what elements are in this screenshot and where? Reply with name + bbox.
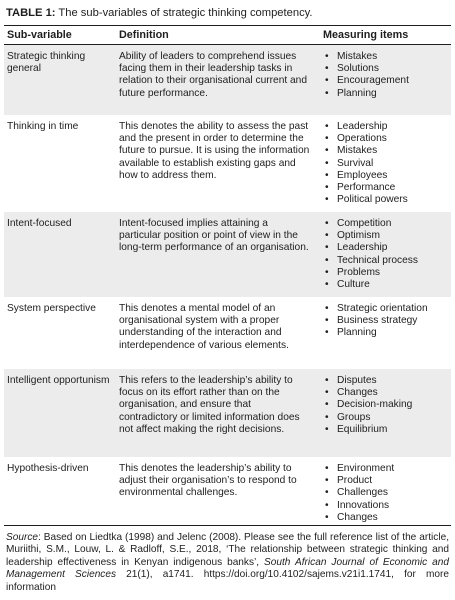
measuring-items-cell <box>323 303 451 340</box>
measuring-item-label: Product <box>337 475 373 487</box>
subvariable-cell: Strategic thinking general <box>7 51 86 75</box>
measuring-item-label: Groups <box>337 411 371 423</box>
measuring-item-label: Disputes <box>337 375 377 386</box>
measuring-item-label: Business strategy <box>337 315 418 327</box>
header-definition: Definition <box>119 29 169 41</box>
measuring-item-label: Operations <box>337 133 387 145</box>
measuring-item-label: Optimism <box>337 230 381 242</box>
list-item <box>323 512 451 524</box>
bullet-icon: • <box>325 182 329 194</box>
table-row <box>4 212 451 297</box>
bullet-icon: • <box>325 387 329 399</box>
bullet-icon: • <box>325 242 329 254</box>
bullet-icon: • <box>325 375 329 386</box>
measuring-items-list <box>323 121 451 206</box>
bullet-icon: • <box>325 51 329 62</box>
bullet-icon: • <box>325 411 329 423</box>
measuring-item-label: Leadership <box>337 242 388 254</box>
definition-cell: This denotes the ability to assess the past and the present in order to determine the future to pursue. It is using the information available to establish existing gaps and how to address them. <box>119 121 310 181</box>
definition-cell: Ability of leaders to comprehend issues facing them in their leadership tasks in relation to their organisational current and future performance. <box>119 51 308 99</box>
measuring-item-label: Technical process <box>337 254 418 266</box>
measuring-item-label: Political powers <box>337 194 408 206</box>
list-item <box>323 424 451 436</box>
measuring-item-label: Mistakes <box>337 51 378 62</box>
list-item <box>323 487 451 499</box>
subvariable-cell: Thinking in time <box>7 121 79 132</box>
bullet-icon: • <box>325 327 329 339</box>
bullet-icon: • <box>325 194 329 206</box>
bullet-icon: • <box>325 75 329 87</box>
bullet-icon: • <box>325 463 329 474</box>
bullet-icon: • <box>325 145 329 157</box>
measuring-items-list <box>323 218 451 291</box>
bullet-icon: • <box>325 399 329 411</box>
bullet-icon: • <box>325 423 329 435</box>
table-title <box>6 7 313 20</box>
source-journal: South African Journal of Economic and Management Sciences <box>6 556 450 581</box>
bullet-icon: • <box>325 254 329 266</box>
list-item <box>323 182 451 194</box>
table-source-note <box>6 532 449 594</box>
subvariable-cell: Hypothesis-driven <box>7 463 89 474</box>
measuring-items-list <box>323 375 451 436</box>
bullet-icon: • <box>325 303 329 314</box>
measuring-items-list <box>323 463 451 524</box>
measuring-item-label: Competition <box>337 218 392 229</box>
list-item <box>323 303 451 315</box>
list-item <box>323 375 451 387</box>
measuring-item-label: Performance <box>337 182 396 194</box>
measuring-item-label: Environment <box>337 463 395 474</box>
table-label: TABLE 1: <box>6 7 56 19</box>
list-item <box>323 242 451 254</box>
bullet-icon: • <box>325 266 329 278</box>
measuring-item-label: Equilibrium <box>337 423 388 435</box>
table-row <box>4 45 451 115</box>
definition-cell: Intent-focused implies attaining a particular position or point of view in the long-term performance of an organisation. <box>119 218 309 254</box>
definition-cell: This denotes the leadership’s ability to adjust their organisation’s to respond to environmental challenges. <box>119 463 297 499</box>
measuring-item-label: Leadership <box>337 121 388 132</box>
bullet-icon: • <box>325 315 329 327</box>
definition-cell: This denotes a mental model of an organisational system with a proper understanding of the interaction and interdependence of various elements. <box>119 303 289 351</box>
bullet-icon: • <box>325 63 329 75</box>
source-label: Source <box>6 532 38 543</box>
bullet-icon: • <box>325 511 329 523</box>
list-item <box>323 218 451 230</box>
bullet-icon: • <box>325 169 329 181</box>
measuring-item-label: Culture <box>337 279 370 291</box>
measuring-items-list <box>323 303 451 340</box>
measuring-item-label: Solutions <box>337 63 379 75</box>
measuring-item-label: Innovations <box>337 499 390 511</box>
bullet-icon: • <box>325 121 329 132</box>
measuring-item-label: Employees <box>337 169 388 181</box>
list-item <box>323 194 451 206</box>
measuring-items-cell <box>323 463 451 524</box>
top-rule <box>4 25 451 26</box>
list-item <box>323 145 451 157</box>
measuring-item-label: Survival <box>337 157 374 169</box>
list-item <box>323 327 451 339</box>
list-item <box>323 88 451 100</box>
list-item <box>323 463 451 475</box>
bullet-icon: • <box>325 157 329 169</box>
table-row <box>4 457 451 525</box>
bullet-icon: • <box>325 475 329 487</box>
bullet-icon: • <box>325 218 329 229</box>
list-item <box>323 267 451 279</box>
list-item <box>323 121 451 133</box>
measuring-item-label: Strategic orientation <box>337 303 428 314</box>
list-item <box>323 500 451 512</box>
bullet-icon: • <box>325 279 329 291</box>
table-caption: The sub-variables of strategic thinking competency. <box>58 7 313 19</box>
measuring-item-label: Decision-making <box>337 399 413 411</box>
list-item <box>323 255 451 267</box>
list-item <box>323 475 451 487</box>
list-item <box>323 51 451 63</box>
subvariable-cell: Intelligent opportunism <box>7 375 110 386</box>
list-item <box>323 412 451 424</box>
bullet-icon: • <box>325 133 329 145</box>
list-item <box>323 230 451 242</box>
table-row <box>4 115 451 212</box>
table-row <box>4 297 451 369</box>
list-item <box>323 170 451 182</box>
subvariable-cell: System perspective <box>7 303 96 314</box>
list-item <box>323 63 451 75</box>
measuring-item-label: Planning <box>337 327 377 339</box>
list-item <box>323 158 451 170</box>
bullet-icon: • <box>325 487 329 499</box>
header-measuring-items: Measuring items <box>323 29 409 41</box>
definition-cell: This refers to the leadership’s ability to focus on its effort rather than on the organisation, and ensure that contradictory or limited information does not affect making the right decisions. <box>119 375 300 435</box>
measuring-items-cell <box>323 121 451 206</box>
measuring-items-cell <box>323 218 451 291</box>
source-text-b: 21(1), a1741. https://doi.org/10.4102/sajems.v21i1.1741, for more information <box>6 569 449 593</box>
bottom-rule <box>4 525 451 526</box>
measuring-item-label: Problems <box>337 266 381 278</box>
measuring-item-label: Planning <box>337 87 377 99</box>
bullet-icon: • <box>325 87 329 99</box>
measuring-items-cell <box>323 375 451 436</box>
list-item <box>323 75 451 87</box>
list-item <box>323 387 451 399</box>
list-item <box>323 133 451 145</box>
subvariable-cell: Intent-focused <box>7 218 72 229</box>
measuring-items-cell <box>323 51 451 100</box>
measuring-item-label: Encouragement <box>337 75 409 87</box>
source-text-a: : Based on Liedtka (1998) and Jelenc (2008). Please see the full reference list of the article, Muriithi, S.M., Louw, L. & Radloff, S.E., 2018, ‘The relationship between strategic thinking and leadership effectiveness in Kenyan indigenous banks’, <box>6 532 449 568</box>
list-item <box>323 315 451 327</box>
table-row <box>4 369 451 457</box>
measuring-item-label: Changes <box>337 387 378 399</box>
measuring-item-label: Mistakes <box>337 145 378 157</box>
list-item <box>323 399 451 411</box>
measuring-item-label: Challenges <box>337 487 388 499</box>
measuring-items-list <box>323 51 451 100</box>
header-subvariable: Sub-variable <box>7 29 72 41</box>
bullet-icon: • <box>325 230 329 242</box>
measuring-item-label: Changes <box>337 511 378 523</box>
bullet-icon: • <box>325 499 329 511</box>
list-item <box>323 279 451 291</box>
